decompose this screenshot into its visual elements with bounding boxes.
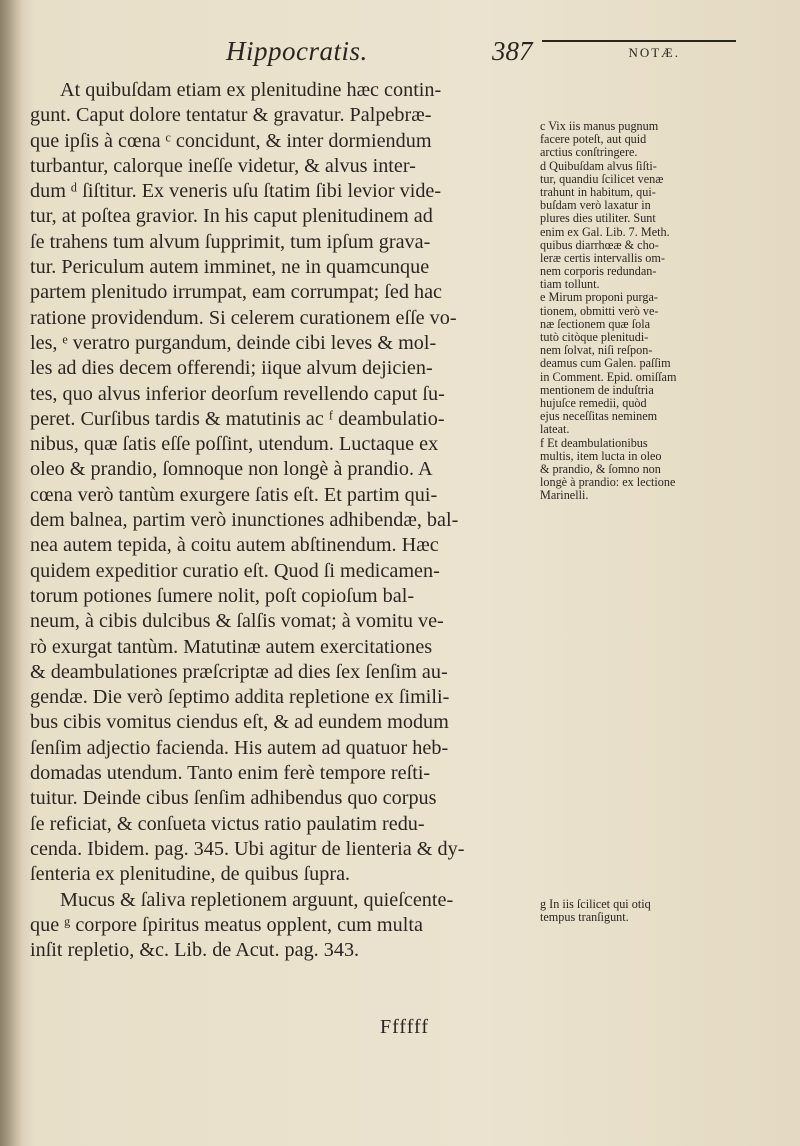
note-line: e Mirum proponi purga-: [540, 290, 658, 305]
text-line: les ad dies decem offerendi; iique alvum dejicien-: [30, 357, 433, 380]
text-line: nea autem tepida, à coitu autem abſtinendum. Hæc: [30, 534, 439, 557]
text-line: torum potiones ſumere nolit, poſt copioſum bal-: [30, 584, 415, 607]
note-line: mentionem de induſtria: [540, 382, 654, 397]
text-line: bus cibis vomitus ciendus eſt, & ad eundem modum: [30, 711, 449, 734]
note-line: lateat.: [540, 422, 570, 437]
note-line: multis, item lucta in oleo: [540, 448, 662, 463]
note-line: tionem, obmitti verò ve-: [540, 303, 659, 318]
text-line: gendæ. Die verò ſeptimo addita repletione ex ſimili-: [30, 686, 450, 709]
note-line: deamus cum Galen. paſſim: [540, 356, 671, 371]
signature-mark: Ffffff: [380, 1016, 429, 1038]
note-line: g In iis ſcilicet qui otiq: [540, 897, 651, 911]
note-line: nem corporis redundan-: [540, 264, 657, 279]
text-line: les, ᵉ veratro purgandum, deinde cibi leves & mol-: [30, 331, 437, 354]
page-header: [226, 30, 736, 70]
text-line: ſe reficiat, & conſueta victus ratio paulatim redu-: [30, 812, 425, 835]
text-line: ſenſim adjectio facienda. His autem ad quatuor heb-: [30, 736, 449, 759]
text-line: ſe trahens tum alvum ſupprimit, tum ipſum grava-: [30, 230, 431, 253]
notes-heading: [542, 40, 736, 61]
note-line: nem ſolvat, niſi reſpon-: [540, 343, 653, 358]
text-line: nibus, quæ ſatis eſſe poſſint, utendum. Luctaque ex: [30, 433, 439, 456]
note-line: facere poteſt, aut quid: [540, 132, 647, 147]
text-line: cœna verò tantùm exurgere ſatis eſt. Et partim qui-: [30, 483, 438, 506]
marginal-notes-column: [540, 120, 740, 502]
text-line: At quibuſdam etiam ex plenitudine hæc contin-: [60, 79, 442, 101]
note-line: Marinelli.: [540, 488, 589, 503]
note-line: trahunt in habitum, qui-: [540, 184, 656, 199]
text-line: gunt. Caput dolore tentatur & gravatur. Palpebræ-: [30, 104, 432, 127]
main-text-column: [30, 78, 536, 963]
text-line: dum ᵈ ſiſtitur. Ex veneris uſu ſtatim ſibi levior vide-: [30, 180, 442, 203]
note-line: & prandio, & ſomno non: [540, 461, 661, 476]
text-line: cenda. Ibidem. pag. 345. Ubi agitur de lienteria & dy-: [30, 837, 465, 860]
text-line: que ipſis à cœna ᶜ concidunt, & inter dormiendum: [30, 129, 432, 152]
text-line: ratione providendum. Si celerem curationem eſſe vo-: [30, 306, 457, 329]
note-line: f Et deambulationibus: [540, 435, 648, 450]
note-line: quibus diarrhœæ & cho-: [540, 237, 659, 252]
notes-label: NOTÆ.: [628, 45, 680, 60]
text-line: & deambulationes præſcriptæ ad dies ſex ſenſim au-: [30, 660, 448, 683]
note-line: tempus tranſigunt.: [540, 910, 629, 925]
text-line: dem balnea, partim verò inunctiones adhibendæ, bal-: [30, 509, 459, 532]
page-number: 387: [492, 36, 533, 66]
note-line: tur, quandiu ſcilicet venæ: [540, 171, 664, 186]
note-line: longè à prandio: ex lectione: [540, 475, 676, 490]
text-line: quidem expeditior curatio eſt. Quod ſi medicamen-: [30, 559, 440, 582]
note-line: ejus neceſſitas neminem: [540, 409, 658, 424]
text-line: oleo & prandio, ſomnoque non longè à prandio. A: [30, 458, 433, 481]
running-head: Hippocratis.: [226, 36, 368, 66]
text-line: neum, à cibis dulcibus & ſalſis vomat; à vomitu ve-: [30, 610, 444, 633]
text-line: peret. Curſibus tardis & matutinis ac ᶠ deambulatio-: [30, 407, 445, 430]
note-line: c Vix iis manus pugnum: [540, 119, 659, 133]
text-line: ſenteria ex plenitudine, de quibus ſupra.: [30, 863, 351, 886]
text-line: tes, quo alvus inferior deorſum revellendo caput ſu-: [30, 382, 445, 405]
note-line: næ ſectionem quæ ſola: [540, 316, 651, 331]
text-line: Mucus & ſaliva repletionem arguunt, quieſcente-: [60, 888, 454, 911]
text-line: domadas utendum. Tanto enim ferè tempore reſti-: [30, 762, 431, 785]
text-line: tur, at poſtea gravior. In his caput plenitudinem ad: [30, 205, 433, 228]
text-line: que ᵍ corpore ſpiritus meatus opplent, cum multa: [30, 913, 423, 936]
note-line: enim ex Gal. Lib. 7. Meth.: [540, 224, 670, 239]
marginal-note-g: [540, 898, 740, 924]
text-line: tuitur. Deinde cibus ſenſim adhibendus quo corpus: [30, 787, 437, 810]
text-line: inſit repletio, &c. Lib. de Acut. pag. 343.: [30, 939, 360, 962]
note-line: plures dies utiliter. Sunt: [540, 211, 656, 226]
note-line: arctius conſtringere.: [540, 145, 638, 160]
note-line: leræ certis intervallis om-: [540, 250, 665, 265]
note-line: tutò citòque plenitudi-: [540, 330, 649, 344]
text-line: partem plenitudo irrumpat, eam corrumpat; ſed hac: [30, 281, 443, 304]
text-line: tur. Periculum autem imminet, ne in quamcunque: [30, 256, 430, 279]
note-line: buſdam verò laxatur in: [540, 198, 651, 213]
text-line: rò exurgat tantùm. Matutinæ autem exercitationes: [30, 635, 433, 658]
note-line: tiam tollunt.: [540, 277, 600, 292]
note-line: d Quibuſdam alvus ſiſti-: [540, 158, 657, 173]
note-line: in Comment. Epid. omiſſam: [540, 369, 677, 384]
text-line: turbantur, calorque ineſſe videtur, & alvus inter-: [30, 154, 416, 177]
note-line: hujuſce remedii, quòd: [540, 395, 647, 410]
